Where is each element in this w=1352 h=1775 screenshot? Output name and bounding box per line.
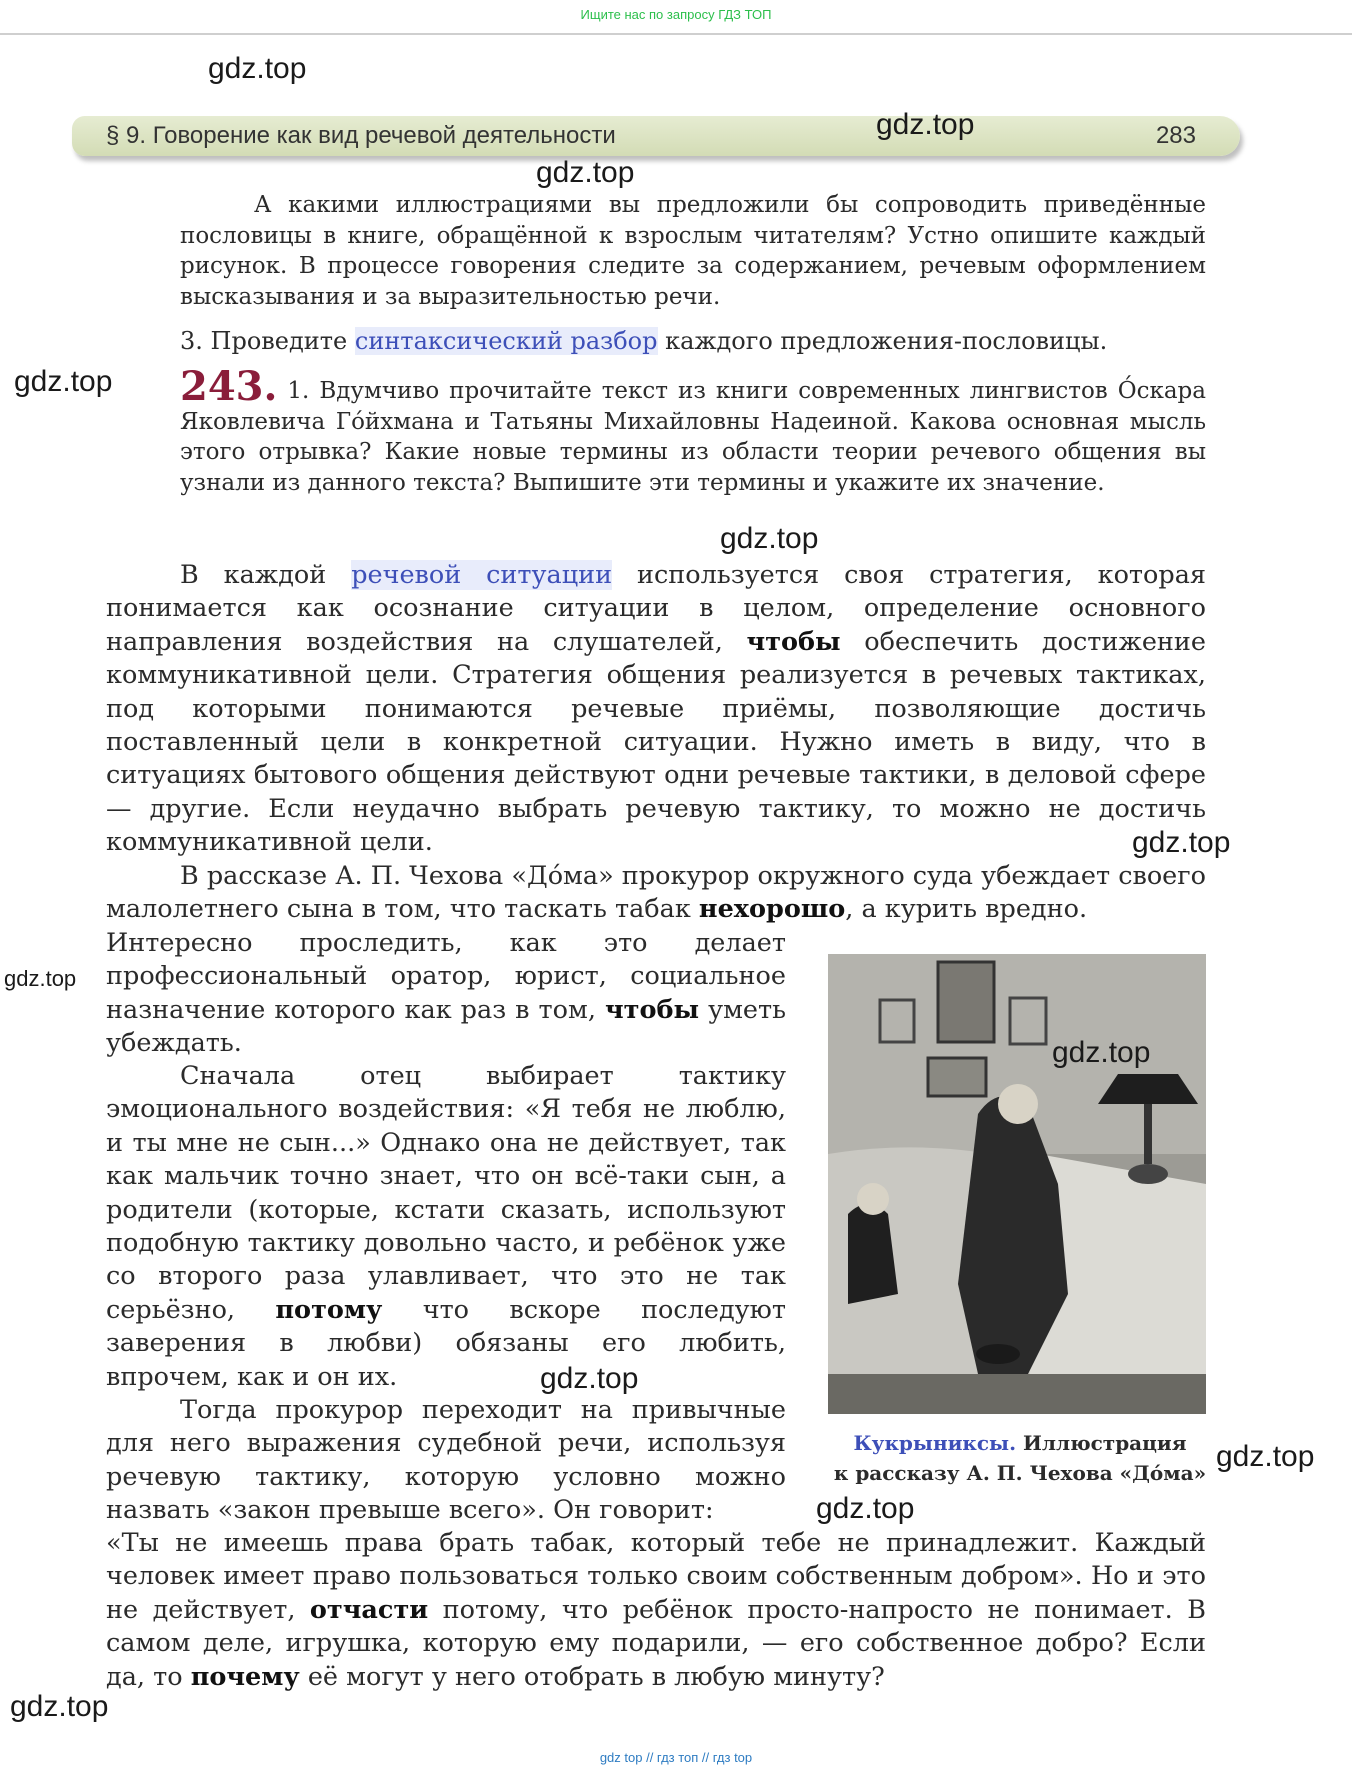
exercise-243 — [180, 363, 1206, 498]
paragraph-continuation — [180, 190, 1206, 312]
task-3-text-end: каждого предложения-пословицы. — [657, 327, 1108, 355]
watermark: gdz.top — [10, 1690, 109, 1723]
bold-word: нехорошо — [698, 894, 846, 925]
watermark: gdz.top — [208, 52, 307, 85]
caption-line-1: Иллюстрация — [1016, 1431, 1187, 1455]
speech-situation-link[interactable]: речевой ситуации — [351, 560, 613, 590]
artist-name-link[interactable]: Кукрыниксы. — [853, 1431, 1017, 1455]
watermark: gdz.top — [876, 108, 975, 141]
watermark: gdz.top — [1216, 1440, 1315, 1473]
top-banner — [0, 0, 1352, 35]
watermark: gdz.top — [1132, 826, 1231, 859]
illustration-drawing — [828, 954, 1206, 1414]
syntax-parse-link[interactable]: синтаксический разбор — [354, 327, 658, 355]
page-number: 283 — [1155, 122, 1196, 149]
watermark: gdz.top — [536, 156, 635, 189]
text2-part: , а курить вредно. — [845, 894, 1088, 925]
illustration-image — [828, 954, 1206, 1414]
text4-text: Тогда прокурор переходит на привычные для него выражения судебной речи, используя речевую тактику, которую условно можно назвать «закон превыше всего». Он говорит: — [106, 1395, 786, 1526]
text-paragraph-2-cont — [106, 927, 786, 1061]
exercise-number: 243. — [180, 363, 278, 410]
text-paragraph-3 — [106, 1060, 786, 1394]
section-header — [72, 116, 1240, 156]
text1-part: используется своя стратегия, которая понимается как осознание ситуации в целом, определение основного направления воздействия на слушателей, — [106, 560, 1207, 657]
exercise-text: 1. Вдумчиво прочитайте текст из книги современных лингвистов О́скара Яковлевича Го́йхмана и Татьяны Михайловны Надеиной. Какова основная мысль этого отрывка? Какие новые термины из области теории речевого общения вы узнали из данного текста? Выпишите эти термины и укажите их значение. — [180, 378, 1206, 496]
watermark: gdz.top — [540, 1362, 639, 1395]
section-title: § 9. Говорение как вид речевой деятельности — [106, 122, 616, 149]
paragraph-continuation-text: А какими иллюстрациями вы предложили бы сопроводить приведённые пословицы в книге, обращённой к взрослым читателям? Устно опишите каждый рисунок. В процессе говорения следите за содержанием, речевым оформлением высказывания и за выразительностью речи. — [180, 192, 1206, 310]
bold-word: отчасти — [309, 1594, 429, 1625]
caption-line-2: к рассказу А. П. Чехова «До́ма» — [833, 1461, 1207, 1485]
text3-part: что вскоре последуют заверения в любви) обязаны его любить, впрочем, как и он их. — [106, 1294, 786, 1392]
footer-links[interactable]: gdz top // гдз топ // гдз top — [599, 1750, 753, 1765]
watermark: gdz.top — [14, 365, 113, 398]
bold-word: почему — [190, 1661, 300, 1692]
text2-part: В рассказе А. П. Чехова «До́ма» прокурор окружного суда убеждает своего малолетнего сына в том, что таскать табак — [106, 861, 1206, 925]
bold-word: чтобы — [604, 994, 700, 1025]
text5-part: «Ты не имеешь права брать табак, который тебе не принадлежит. Каждый человек имеет право пользоваться только своим собственным добром». Но и это не действует, — [106, 1528, 1206, 1625]
bold-word: чтобы — [746, 626, 841, 657]
text-paragraph-4 — [106, 1394, 786, 1528]
text1-part: В каждой — [180, 560, 352, 590]
task-3-text: 3. Проведите — [180, 327, 355, 355]
top-banner-text: Ищите нас по запросу ГДЗ ТОП — [580, 7, 772, 22]
text5-part: потому, что ребёнок просто-напросто не понимает. В самом деле, игрушка, которую ему подарили, — его собственное добро? Если да, то — [106, 1594, 1206, 1692]
text5-part: её могут у него отобрать в любую минуту? — [299, 1661, 885, 1692]
text2-cont-part: уметь убеждать. — [106, 994, 786, 1059]
text-paragraph-1 — [106, 559, 1206, 860]
watermark: gdz.top — [1052, 1036, 1151, 1069]
watermark: gdz.top — [816, 1492, 915, 1525]
text2-cont-part: Интересно проследить, как это делает профессиональный оратор, юрист, социальное назначение которого как раз в том, — [106, 928, 786, 1025]
text-paragraph-2 — [106, 860, 1206, 927]
task-3 — [180, 326, 1206, 357]
text3-part: Сначала отец выбирает тактику эмоционального воздействия: «Я тебя не люблю, и ты мне не сын...» Однако она не действует, так как мальчик точно знает, что он всё-таки сын, а родители (которые, кстати сказать, используют подобную тактику довольно часто, и ребёнок уже со второго раза улавливает, что это не так серьёзно, — [106, 1061, 786, 1325]
text-paragraph-5 — [106, 1527, 1206, 1694]
illustration-caption — [820, 1428, 1220, 1488]
text1-part: обеспечить достижение коммуникативной цели. Стратегия общения реализуется в речевых тактиках, под которыми понимаются речевые приёмы, позволяющие достичь поставленный цели в конкретной ситуации. Нужно иметь в виду, что в ситуациях бытового общения действуют одни речевые тактики, в деловой сфере — другие. Если неудачно выбрать речевую тактику, то можно не достичь коммуникативной цели. — [106, 626, 1206, 858]
watermark: gdz.top — [4, 966, 77, 991]
bold-word: потому — [275, 1294, 383, 1325]
watermark: gdz.top — [720, 522, 819, 555]
